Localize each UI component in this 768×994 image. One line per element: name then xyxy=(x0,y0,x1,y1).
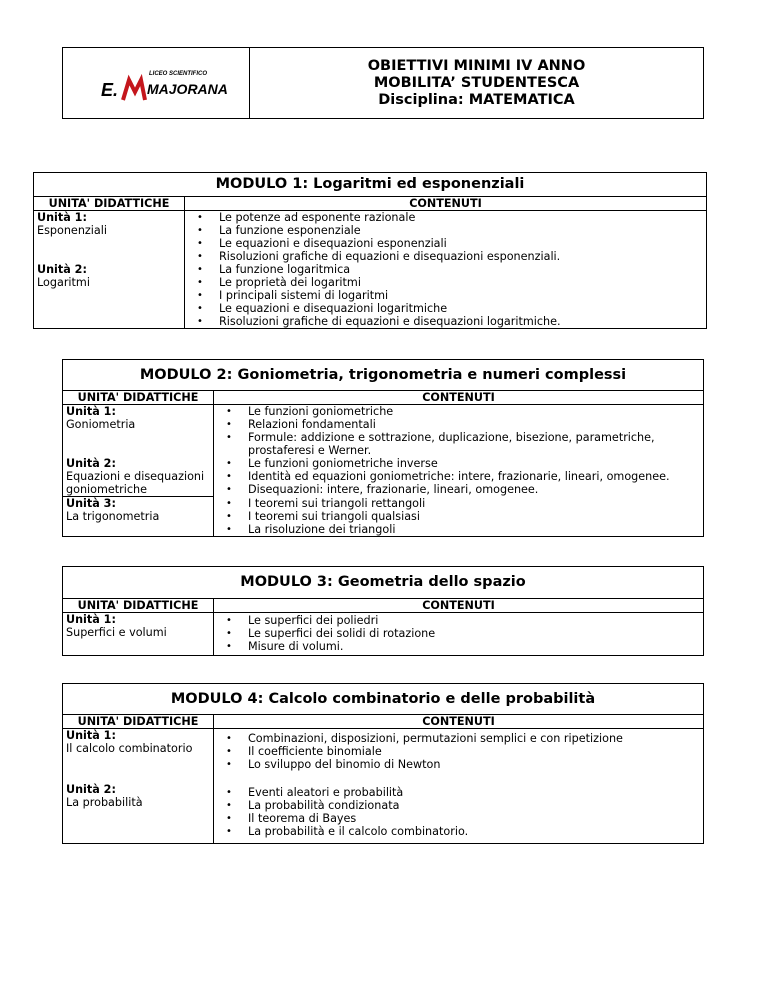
list-item: • La funzione esponenziale xyxy=(185,224,706,237)
unit-name: Superfici e volumi xyxy=(66,626,167,639)
units-column xyxy=(63,613,214,655)
list-item: • I principali sistemi di logaritmi xyxy=(185,289,706,302)
table-header xyxy=(34,197,706,211)
module-4 xyxy=(62,683,704,844)
module-title: MODULO 2: Goniometria, trigonometria e numeri complessi xyxy=(63,360,703,391)
unit-label: Unità 1: xyxy=(66,729,116,742)
list-item: • Eventi aleatori e probabilità xyxy=(214,786,703,799)
table-header xyxy=(63,599,703,613)
module-title: MODULO 4: Calcolo combinatorio e delle probabilità xyxy=(63,684,703,715)
table-header xyxy=(63,715,703,729)
module-title: MODULO 3: Geometria dello spazio xyxy=(63,567,703,599)
list-item: • Il teorema di Bayes xyxy=(214,812,703,825)
module-body xyxy=(63,613,703,655)
contents-header: CONTENUTI xyxy=(409,197,482,210)
list-item: • Misure di volumi. xyxy=(214,640,703,653)
content-list xyxy=(185,263,706,328)
contents-column xyxy=(214,729,703,843)
list-item: • I teoremi sui triangoli qualsiasi xyxy=(214,510,703,523)
header-title xyxy=(250,48,703,118)
unit xyxy=(63,457,213,496)
contents-header: CONTENUTI xyxy=(422,715,495,728)
module-body xyxy=(63,405,703,536)
units-column xyxy=(63,729,214,843)
unit-label: Unità 1: xyxy=(66,613,116,626)
unit-name: Equazioni e disequazioni goniometriche xyxy=(66,470,205,496)
module-1 xyxy=(33,172,707,329)
list-item: • Le proprietà dei logaritmi xyxy=(185,276,706,289)
logo-name: MAJORANA xyxy=(147,81,228,97)
logo-m-mark xyxy=(123,80,145,100)
units-header: UNITA' DIDATTICHE xyxy=(34,197,185,210)
content-list xyxy=(214,613,703,655)
list-item: • Risoluzioni grafiche di equazioni e disequazioni esponenziali. xyxy=(185,250,706,263)
list-item: • Disequazioni: intere, frazionarie, lineari, omogenee. xyxy=(214,483,703,496)
content-list xyxy=(214,405,703,457)
header-line-3: Disciplina: MATEMATICA xyxy=(378,91,575,108)
document-header xyxy=(62,47,704,119)
logo-cell xyxy=(63,48,250,118)
unit-label: Unità 2: xyxy=(66,457,116,470)
module-3 xyxy=(62,566,704,656)
list-item: • Le superfici dei solidi di rotazione xyxy=(214,627,703,640)
unit xyxy=(63,783,213,843)
content-list xyxy=(214,783,703,843)
module-title: MODULO 1: Logaritmi ed esponenziali xyxy=(34,173,706,197)
units-column xyxy=(63,405,214,536)
list-item: • Le potenze ad esponente razionale xyxy=(185,211,706,224)
contents-column xyxy=(214,613,703,655)
list-item: • Combinazioni, disposizioni, permutazioni semplici e con ripetizione xyxy=(214,732,703,745)
logo-small-text: LICEO SCIENTIFICO xyxy=(149,71,208,77)
list-item: • Identità ed equazioni goniometriche: intere, frazionarie, lineari, omogenee. xyxy=(214,470,703,483)
contents-column xyxy=(185,211,706,328)
unit xyxy=(34,211,184,263)
list-item: • Lo sviluppo del binomio di Newton xyxy=(214,758,703,771)
unit-name: Logaritmi xyxy=(37,276,90,289)
list-item: • Formule: addizione e sottrazione, duplicazione, bisezione, parametriche, prostaferesi e Werner. xyxy=(214,431,703,457)
unit-label: Unità 1: xyxy=(37,211,87,224)
content-list xyxy=(214,496,703,536)
logo-initial: E. xyxy=(101,80,119,100)
list-item: • Le funzioni goniometriche inverse xyxy=(214,457,703,470)
list-item: • La risoluzione dei triangoli xyxy=(214,523,703,536)
contents-header: CONTENUTI xyxy=(422,599,495,612)
content-list xyxy=(214,729,703,783)
units-column xyxy=(34,211,185,328)
list-item: • La probabilità e il calcolo combinatorio. xyxy=(214,825,703,838)
unit xyxy=(63,496,213,536)
list-item: • La funzione logaritmica xyxy=(185,263,706,276)
units-header: UNITA' DIDATTICHE xyxy=(63,391,214,404)
module-body xyxy=(63,729,703,843)
list-item: • Le equazioni e disequazioni logaritmiche xyxy=(185,302,706,315)
table-header xyxy=(63,391,703,405)
module-2 xyxy=(62,359,704,537)
unit-label: Unità 1: xyxy=(66,405,116,418)
unit-label: Unità 2: xyxy=(66,783,116,796)
module-body xyxy=(34,211,706,328)
unit-name: Esponenziali xyxy=(37,224,107,237)
unit-name: Goniometria xyxy=(66,418,136,431)
school-logo xyxy=(97,66,228,106)
unit-name: La probabilità xyxy=(66,796,143,809)
content-list xyxy=(214,457,703,496)
list-item: • Le equazioni e disequazioni esponenziali xyxy=(185,237,706,250)
unit xyxy=(34,263,184,328)
list-item: • Le funzioni goniometriche xyxy=(214,405,703,418)
list-item: • La probabilità condizionata xyxy=(214,799,703,812)
unit-name: Il calcolo combinatorio xyxy=(66,742,193,755)
header-line-1: OBIETTIVI MINIMI IV ANNO xyxy=(367,57,586,74)
units-header: UNITA' DIDATTICHE xyxy=(63,599,214,612)
list-item: • I teoremi sui triangoli rettangoli xyxy=(214,497,703,510)
contents-header: CONTENUTI xyxy=(422,391,495,404)
units-header: UNITA' DIDATTICHE xyxy=(63,715,214,728)
unit-label: Unità 2: xyxy=(37,263,87,276)
content-list xyxy=(185,211,706,263)
unit xyxy=(63,729,213,783)
list-item: • Le superfici dei poliedri xyxy=(214,614,703,627)
contents-column xyxy=(214,405,703,536)
unit-label: Unità 3: xyxy=(66,497,116,510)
list-item: • Il coefficiente binomiale xyxy=(214,745,703,758)
unit xyxy=(63,405,213,457)
unit xyxy=(63,613,213,655)
header-line-2: MOBILITA’ STUDENTESCA xyxy=(373,74,580,91)
unit-name: La trigonometria xyxy=(66,510,160,523)
list-item: • Risoluzioni grafiche di equazioni e disequazioni logaritmiche. xyxy=(185,315,706,328)
list-item: • Relazioni fondamentali xyxy=(214,418,703,431)
